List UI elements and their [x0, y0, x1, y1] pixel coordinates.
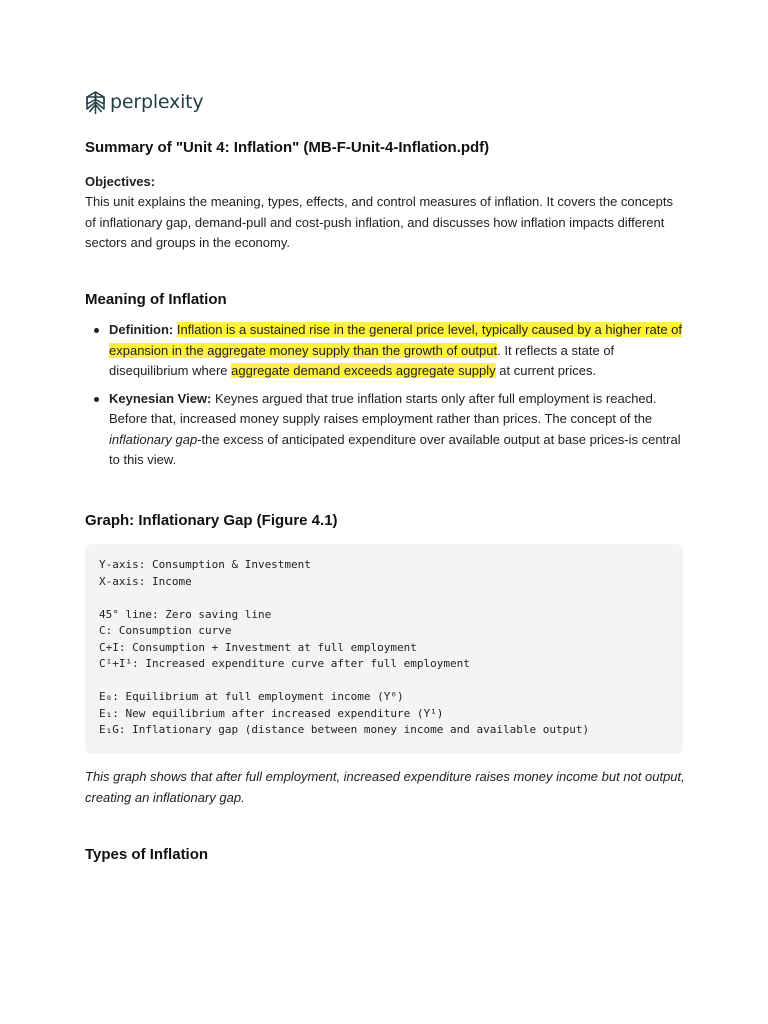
keynesian-italic: inflationary gap — [109, 431, 198, 447]
types-heading: Types of Inflation — [85, 846, 209, 863]
code-line: C+I: Consumption + Investment at full employment — [99, 640, 417, 654]
brand-name: perplexity — [110, 91, 204, 113]
definition-text-2: at current prices. — [495, 363, 597, 378]
code-line: 45° line: Zero saving line — [99, 607, 272, 621]
keynesian-label: Keynesian View: — [109, 390, 212, 406]
meaning-heading: Meaning of Inflation — [85, 291, 227, 308]
code-line: C: Consumption curve — [99, 624, 232, 637]
perplexity-logo — [85, 91, 203, 115]
definition-text-1: . It reflects a state of disequilibrium where — [109, 342, 615, 378]
code-line: X-axis: Income — [99, 574, 192, 588]
code-line: Y-axis: Consumption & Investment — [99, 558, 311, 571]
code-line: C¹+I¹: Increased expenditure curve after full employment — [99, 657, 470, 670]
graph-heading: Graph: Inflationary Gap (Figure 4.1) — [85, 512, 338, 529]
keynesian-item — [85, 389, 685, 471]
definition-highlight-2: aggregate demand exceeds aggregate supply — [231, 363, 496, 378]
code-line: E₀: Equilibrium at full employment income (Y⁰) — [99, 690, 404, 703]
code-blank-line — [99, 590, 669, 607]
document-title: Summary of "Unit 4: Inflation" (MB-F-Unit-4-Inflation.pdf) — [85, 139, 490, 156]
graph-code-block — [85, 544, 683, 754]
objectives-text: This unit explains the meaning, types, effects, and control measures of inflation. It covers the concepts of inflationary gap, demand-pull and cost-push inflation, and discusses how inflation impacts different sectors and groups in the economy. — [85, 194, 673, 250]
code-line: E₁: New equilibrium after increased expenditure (Y¹) — [99, 706, 444, 720]
definition-item — [85, 320, 685, 382]
perplexity-logo-icon — [85, 91, 106, 115]
definition-highlight-1: Inflation is a sustained rise in the general price level, typically caused by a higher rate of expansion in the aggregate money supply than the growth of output — [109, 322, 683, 358]
code-blank-line — [99, 673, 669, 690]
code-line: E₁G: Inflationary gap (distance between money income and available output) — [99, 723, 590, 736]
objectives-label: Objectives: — [85, 174, 156, 189]
objectives-section — [85, 172, 685, 254]
keynesian-text-1: Keynes argued that true inflation starts only after full employment is reached. Before that, increased money supply raises employment rather than prices. The concept of the — [109, 390, 657, 426]
definition-label: Definition: — [109, 322, 174, 337]
graph-caption: This graph shows that after full employment, increased expenditure raises money income but not output, creating an inflationary gap. — [85, 769, 685, 805]
keynesian-text-2: -the excess of anticipated expenditure over available output at base prices-is central to this view. — [109, 431, 681, 467]
meaning-list — [85, 320, 685, 471]
